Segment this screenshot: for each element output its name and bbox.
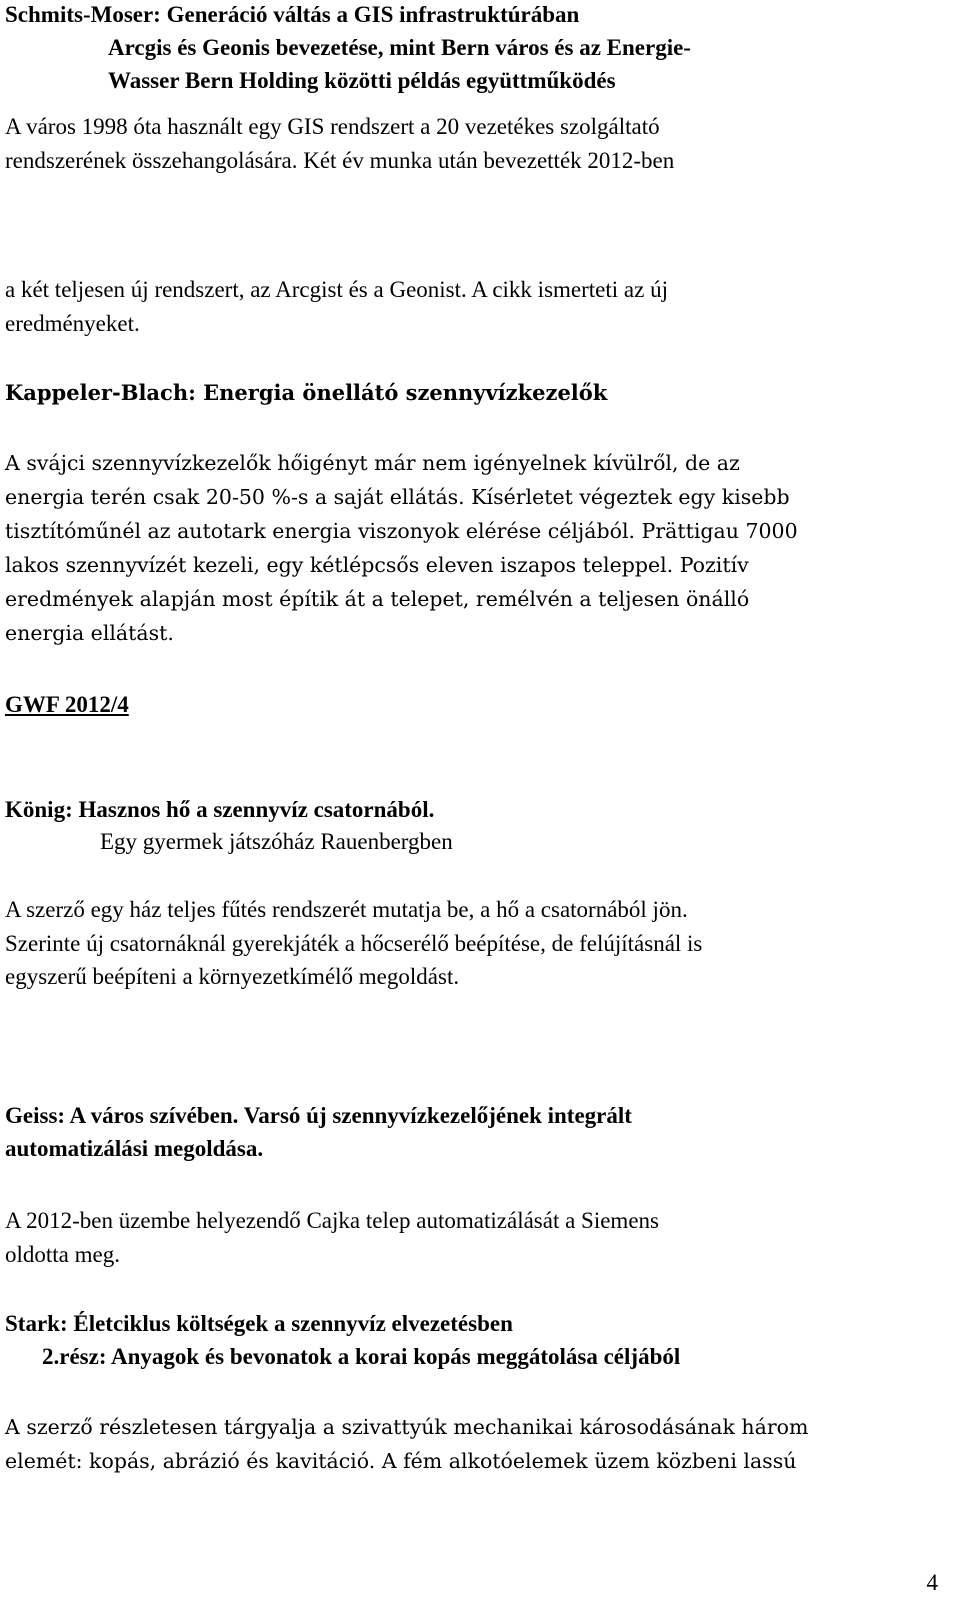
schmits-title-line-3: Wasser Bern Holding közötti példás együttműködés (108, 68, 616, 93)
stark-title-line-2: 2.rész: Anyagok és bevonatok a korai kopás meggátolása céljából (42, 1344, 681, 1369)
schmits-title-line-2: Arcgis és Geonis bevezetése, mint Bern város és az Energie- (108, 35, 691, 60)
stark-body-line-1: A szerző részletesen tárgyalja a szivattyúk mechanikai károsodásának három (5, 1415, 809, 1439)
stark-body-line-2: elemét: kopás, abrázió és kavitáció. A fém alkotóelemek üzem közbeni lassú (5, 1449, 797, 1473)
kappeler-body-line-2: energia terén csak 20-50 %-s a saját ellátás. Kísérletet végeztek egy kisebb (5, 485, 790, 509)
kappeler-body (5, 446, 798, 650)
konig-subtitle: Egy gyermek játszóház Rauenbergben (100, 829, 453, 854)
kappeler-body-line-6: energia ellátást. (5, 621, 174, 645)
document-page (5, 0, 955, 1611)
kappeler-title: Kappeler-Blach: Energia önellátó szennyvízkezelők (5, 380, 608, 405)
page-number: 4 (926, 1570, 938, 1595)
geiss-body-line-2: oldotta meg. (5, 1241, 120, 1267)
stark-title (5, 1307, 680, 1373)
schmits-title (5, 0, 691, 97)
kappeler-body-line-1: A svájci szennyvízkezelők hőigényt már nem igényelnek kívülről, de az (5, 451, 740, 475)
konig-body-line-1: A szerző egy ház teljes fűtés rendszerét mutatja be, a hő a csatornából jön. (5, 897, 688, 922)
schmits-title-line-1: Schmits-Moser: Generáció váltás a GIS infrastruktúrában (5, 2, 580, 27)
geiss-title-line-1: Geiss: A város szívében. Varsó új szennyvízkezelőjének integrált (5, 1103, 632, 1128)
kappeler-body-line-4: lakos szennyvízét kezeli, egy kétlépcsős eleven iszapos teleppel. Pozitív (5, 553, 749, 577)
geiss-body-line-1: A 2012-ben üzembe helyezendő Cajka telep automatizálását a Siemens (5, 1208, 659, 1233)
schmits-body-line-2: rendszerének összehangolására. Két év munka után bevezették 2012-ben (5, 147, 675, 173)
geiss-title-line-2: automatizálási megoldása. (5, 1136, 264, 1161)
kappeler-body-line-5: eredmények alapján most építik át a telepet, remélvén a teljesen önálló (5, 587, 750, 611)
konig-body-line-3: egyszerű beépíteni a környezetkímélő megoldást. (5, 964, 460, 989)
schmits-body-part-1 (5, 110, 674, 177)
schmits-body-part-2 (5, 273, 668, 340)
stark-body (5, 1410, 808, 1478)
konig-body-line-2: Szerinte új csatornáknál gyerekjáték a hőcserélő beépítése, de felújításnál is (5, 930, 703, 956)
konig-body (5, 893, 702, 994)
schmits-body-line-3: a két teljesen új rendszert, az Arcgist és a Geonist. A cikk ismerteti az új (5, 277, 668, 302)
geiss-body (5, 1204, 659, 1271)
geiss-title (5, 1099, 632, 1165)
stark-title-line-1: Stark: Életciklus költségek a szennyvíz elvezetésben (5, 1311, 513, 1336)
schmits-body-line-4: eredményeket. (5, 310, 140, 336)
issue-heading: GWF 2012/4 (5, 692, 129, 717)
schmits-body-line-1: A város 1998 óta használt egy GIS rendszert a 20 vezetékes szolgáltató (5, 114, 660, 139)
kappeler-body-line-3: tisztítóműnél az autotark energia viszonyok elérése céljából. Prättigau 7000 (5, 519, 798, 543)
konig-title: König: Hasznos hő a szennyvíz csatornából. (5, 797, 435, 822)
